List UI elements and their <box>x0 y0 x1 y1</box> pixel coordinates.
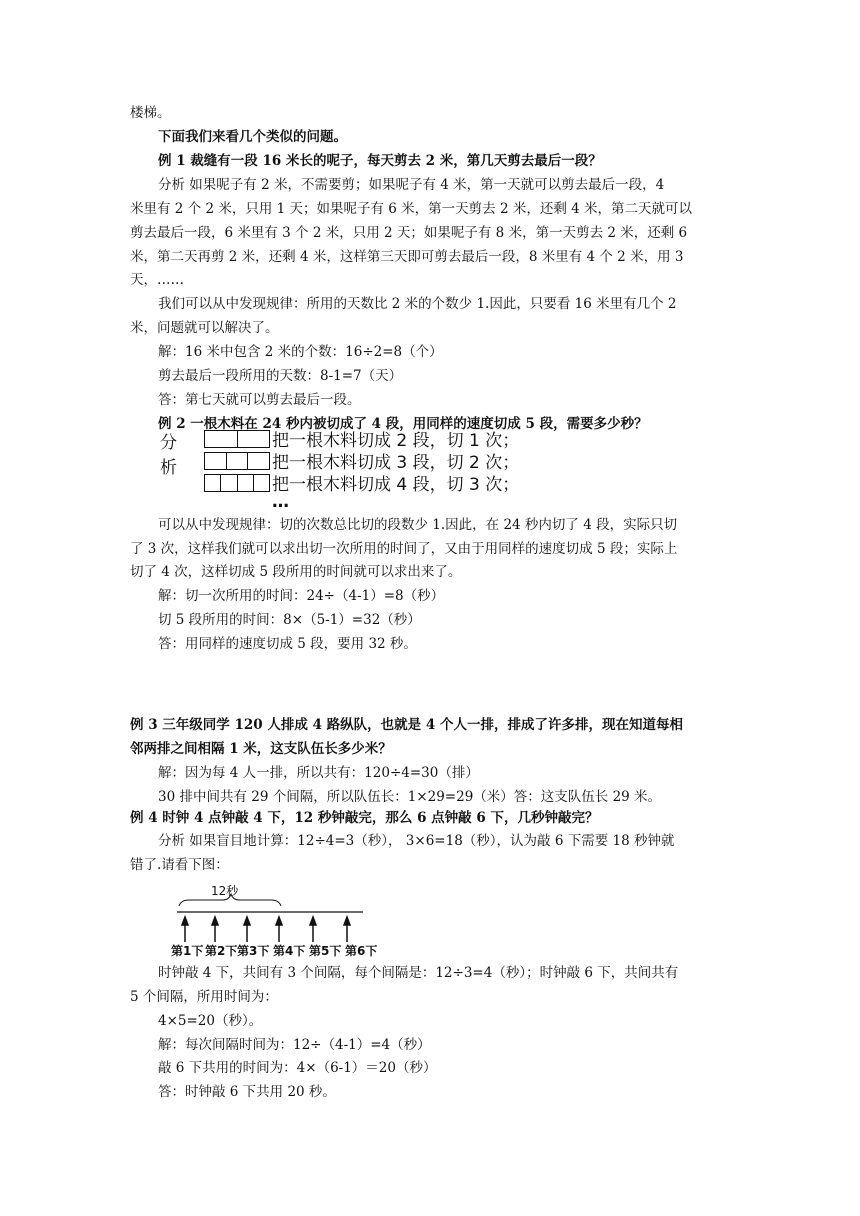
text-line: 了 3 次，这样我们就可以求出切一次所用的时间了，又由于用同样的速度切成 5 段；实际上 <box>130 541 678 557</box>
text-line: 答：第七天就可以剪去最后一段。 <box>158 392 361 408</box>
arrowhead <box>182 917 188 925</box>
figure-label: 分析 <box>160 433 177 478</box>
tick-label: 第6下 <box>345 944 378 958</box>
text-line: 答：用同样的速度切成 5 段，要用 32 秒。 <box>158 636 417 652</box>
tick-label: 第4下 <box>273 944 306 958</box>
text-line: 切了 4 次，这样切成 5 段所用的时间就可以求出来了。 <box>130 564 462 580</box>
figure-row: 把一根木料切成 3 段，切 2 次； <box>272 453 520 473</box>
text-line: 米，问题就可以解决了。 <box>130 320 279 336</box>
text-line: 4×5=20（秒）。 <box>158 1013 263 1029</box>
text-line: 时钟敲 4 下，共间有 3 个间隔，每个间隔是：12÷3=4（秒）；时钟敲 6 下，共间共有 <box>158 965 679 981</box>
span-label: 12秒 <box>211 884 239 898</box>
tick-label: 第3下 <box>237 944 270 958</box>
text-line: 天，…… <box>130 272 184 288</box>
text-line: 5 个间隔，所用时间为： <box>130 989 278 1005</box>
text-line: 下面我们来看几个类似的问题。 <box>158 129 347 145</box>
text-line: 剪去最后一段所用的天数：8-1=7（天） <box>158 368 403 384</box>
figure-clock-strikes <box>171 880 378 960</box>
text-line: 解：16 米中包含 2 米的个数：16÷2=8（个） <box>158 344 443 360</box>
text-line: 米，第二天再剪 2 米，还剩 4 米，这样第三天即可剪去最后一段，8 米里有 4 个 2 米，用 3 <box>130 249 684 265</box>
tick-label: 第5下 <box>309 944 342 958</box>
text-line: 切 5 段所用的时间：8×（5-1）=32（秒） <box>158 612 421 628</box>
text-line: 剪去最后一段，6 米里有 3 个 2 米，只用 2 天；如果呢子有 8 米，第一天剪去 2 米，还剩 6 <box>130 225 688 241</box>
text-line: 分析 如果呢子有 2 米，不需要剪；如果呢子有 4 米，第一天就可以剪去最后一段，4 <box>158 177 665 193</box>
figure-ellipsis: … <box>272 492 289 512</box>
wood-bar-2 <box>204 430 270 448</box>
text-line: 可以从中发现规律：切的次数总比切的段数少 1.因此，在 24 秒内切了 4 段，实际只切 <box>158 517 678 533</box>
tick-label: 第1下 <box>171 944 204 958</box>
arrowhead <box>344 917 350 925</box>
text-line: 米里有 2 个 2 米，只用 1 天；如果呢子有 6 米，第一天剪去 2 米，还剩 4 米，第二天就可以 <box>130 201 693 217</box>
example-4-title: 例 4 时钟 4 点钟敲 4 下，12 秒钟敲完，那么 6 点钟敲 6 下，几秒钟敲完？ <box>130 810 599 826</box>
arrowhead <box>310 917 316 925</box>
text-line: 楼梯。 <box>130 105 171 121</box>
tick-label: 第2下 <box>205 944 238 958</box>
example-1-title: 例 1 裁缝有一段 16 米长的呢子，每天剪去 2 米，第几天剪去最后一段？ <box>158 153 602 169</box>
arrowhead <box>212 917 218 925</box>
text-line: 分析 如果盲目地计算：12÷4=3（秒）， 3×6=18（秒），认为敲 6 下需要 18 秒钟就 <box>158 833 675 849</box>
text-line: 解：因为每 4 人一排，所以共有：120÷4=30（排） <box>158 765 479 781</box>
text-line: 邻两排之间相隔 1 米，这支队伍长多少米？ <box>130 741 392 757</box>
arrowhead <box>276 917 282 925</box>
wood-bar-3 <box>204 452 270 470</box>
text-line: 答：时钟敲 6 下共用 20 秒。 <box>158 1084 336 1100</box>
text-line: 解：切一次所用的时间：24÷（4-1）=8（秒） <box>158 588 445 604</box>
example-3-title: 例 3 三年级同学 120 人排成 4 路纵队，也就是 4 个人一排，排成了许多排，现在知道每相 <box>130 717 683 733</box>
figure-row: 把一根木料切成 4 段，切 3 次； <box>272 475 520 495</box>
text-line: 我们可以从中发现规律：所用的天数比 2 米的个数少 1.因此，只要看 16 米里有几个 2 <box>158 296 677 312</box>
figure-row: 把一根木料切成 2 段，切 1 次； <box>272 431 520 451</box>
wood-bar-4 <box>204 474 270 492</box>
text-line: 解：每次间隔时间为：12÷（4-1）=4（秒） <box>158 1037 431 1053</box>
arrowhead <box>244 917 250 925</box>
text-line: 30 排中间共有 29 个间隔，所以队伍长：1×29=29（米）答：这支队伍长 29 米。 <box>158 789 662 805</box>
text-line: 错了.请看下图： <box>130 857 229 873</box>
example-2-title: 例 2 一根木料在 24 秒内被切成了 4 段，用同样的速度切成 5 段，需要多少秒？ <box>158 416 648 432</box>
text-line: 敲 6 下共用的时间为：4×（6-1）＝20（秒） <box>158 1060 437 1076</box>
